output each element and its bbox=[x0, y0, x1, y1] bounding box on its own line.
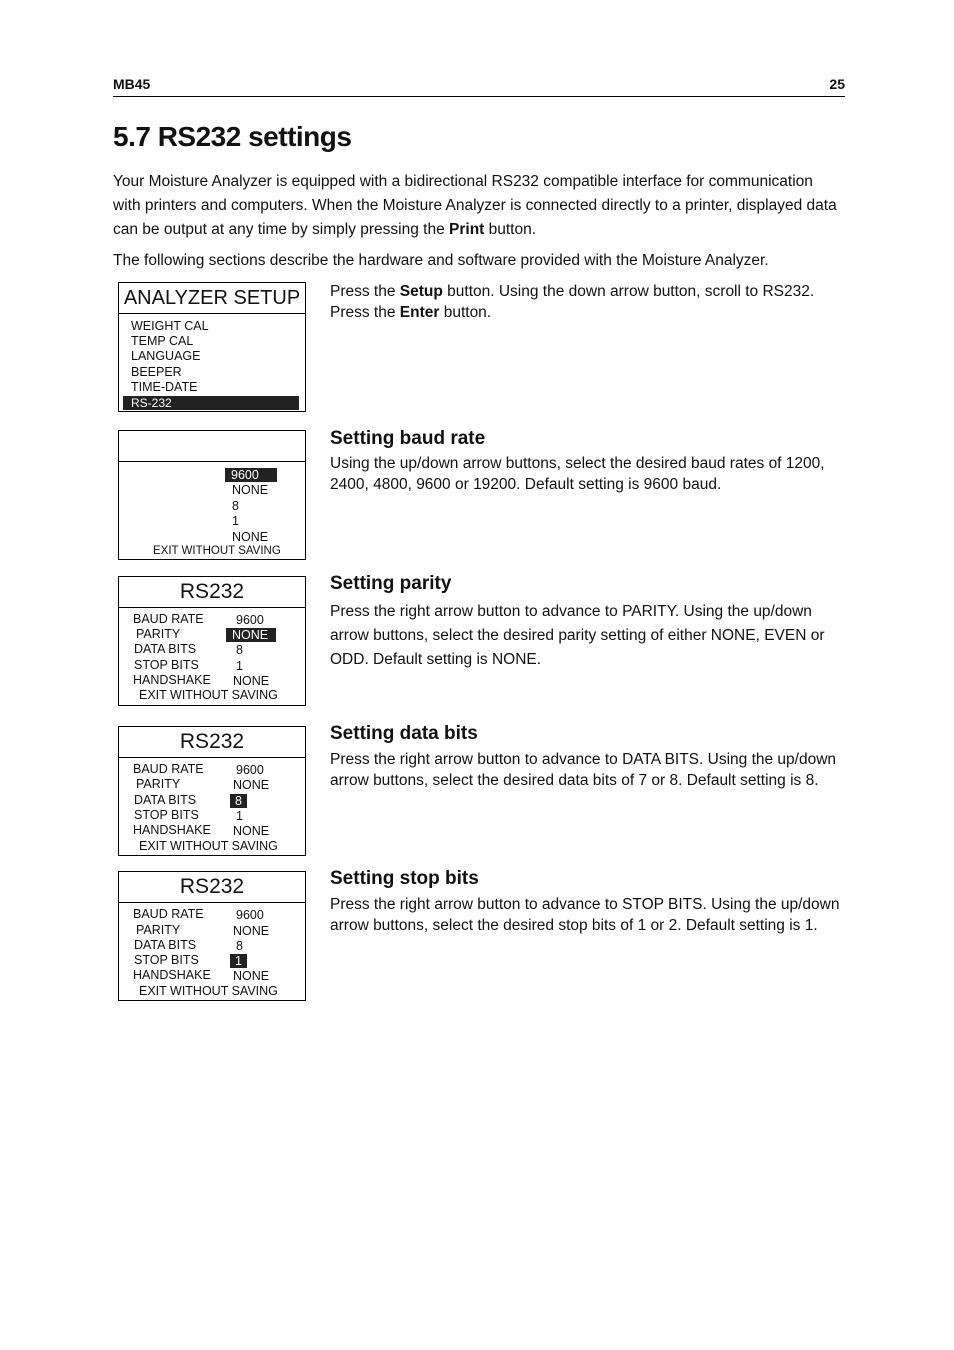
parity-value: NONE bbox=[233, 778, 270, 792]
stop-bits-heading: Setting stop bits bbox=[330, 868, 479, 889]
data-bits-label: DATA BITS bbox=[134, 642, 197, 656]
baud-heading: Setting baud rate bbox=[330, 428, 486, 449]
handshake-value: NONE bbox=[233, 824, 270, 838]
header-rule bbox=[113, 96, 845, 97]
enter-bold: Enter bbox=[399, 304, 440, 321]
parity-value-selected[interactable]: NONE bbox=[226, 628, 276, 642]
setup-instructions bbox=[330, 281, 845, 323]
parity-label: PARITY bbox=[136, 923, 181, 937]
screen-title: ANALYZER SETUP bbox=[119, 283, 305, 314]
parity-text: Press the right arrow button to advance to PARITY. Using the up/down arrow buttons, select the desired parity setting of either NONE, EVEN or ODD. Default setting is NONE. bbox=[330, 603, 825, 668]
screen-title-empty bbox=[119, 431, 305, 462]
handshake-value: NONE bbox=[233, 674, 270, 688]
screen-title: RS232 bbox=[119, 577, 305, 608]
menu-item[interactable]: TEMP CAL bbox=[131, 334, 194, 348]
screen-title: RS232 bbox=[119, 872, 305, 903]
section-title: 5.7 RS232 settings bbox=[113, 121, 352, 152]
stop-bits-screen bbox=[118, 871, 306, 1001]
data-bits-label: DATA BITS bbox=[134, 938, 197, 952]
intro-paragraph bbox=[113, 170, 843, 242]
menu-item[interactable]: TIME-DATE bbox=[131, 380, 198, 394]
stop-bits-value-selected[interactable]: 1 bbox=[230, 954, 247, 968]
data-bits-heading: Setting data bits bbox=[330, 723, 478, 744]
baud-rate-screen bbox=[118, 430, 306, 560]
data-bits-text: Press the right arrow button to advance to DATA BITS. Using the up/down arrow buttons, select the desired data bits of 7 or 8. Default setting is 8. bbox=[330, 751, 837, 789]
stop-bits-text: Press the right arrow button to advance to STOP BITS. Using the up/down arrow buttons, select the desired stop bits of 1 or 2. Default setting is 1. bbox=[330, 896, 840, 934]
handshake-value: NONE bbox=[233, 969, 270, 983]
menu-item[interactable]: WEIGHT CAL bbox=[131, 319, 209, 333]
parity-label: PARITY bbox=[136, 627, 181, 641]
menu-item-selected[interactable]: RS-232 bbox=[123, 396, 299, 410]
data-bits-value: 8 bbox=[236, 643, 243, 657]
handshake-label: HANDSHAKE bbox=[133, 823, 211, 837]
exit-without-saving[interactable]: EXIT WITHOUT SAVING bbox=[153, 545, 281, 557]
data-bits-value: 8 bbox=[232, 499, 239, 513]
analyzer-setup-screen bbox=[118, 282, 306, 412]
setup-bold: Setup bbox=[399, 283, 443, 300]
baud-value: 9600 bbox=[236, 908, 264, 922]
exit-without-saving[interactable]: EXIT WITHOUT SAVING bbox=[139, 839, 278, 853]
data-bits-label: DATA BITS bbox=[134, 793, 197, 807]
baud-value: 9600 bbox=[236, 763, 264, 777]
header-left: MB45 bbox=[113, 76, 151, 92]
data-bits-value: 8 bbox=[236, 939, 243, 953]
stop-bits-label: STOP BITS bbox=[134, 953, 199, 967]
intro-paragraph-2: The following sections describe the hardware and software provided with the Moisture Analyzer. bbox=[113, 252, 769, 269]
setup-text-c: button. Using the down arrow button, scroll to RS232. Press the bbox=[330, 283, 815, 321]
baud-label: BAUD RATE bbox=[133, 612, 204, 626]
stop-bits-value: 1 bbox=[236, 659, 243, 673]
parity-heading: Setting parity bbox=[330, 573, 452, 594]
baud-label: BAUD RATE bbox=[133, 907, 204, 921]
setup-text-d: button. bbox=[439, 304, 492, 321]
exit-without-saving[interactable]: EXIT WITHOUT SAVING bbox=[139, 688, 278, 702]
baud-label: BAUD RATE bbox=[133, 762, 204, 776]
intro-text-b: button. bbox=[484, 221, 537, 238]
stop-bits-value: 1 bbox=[236, 809, 243, 823]
stop-bits-value: 1 bbox=[232, 514, 239, 528]
stop-bits-label: STOP BITS bbox=[134, 808, 199, 822]
screen-title: RS232 bbox=[119, 727, 305, 758]
baud-value-selected[interactable]: 9600 bbox=[225, 468, 277, 482]
menu-item[interactable]: BEEPER bbox=[131, 365, 182, 379]
intro-print-bold: Print bbox=[449, 221, 485, 238]
intro-text-a: Your Moisture Analyzer is equipped with a bidirectional RS232 compatible interface for communication with printers and computers. When the Moisture Analyzer is connected directly to a printer, displayed data can be output at any time by simply pressing the bbox=[113, 173, 837, 238]
handshake-label: HANDSHAKE bbox=[133, 968, 211, 982]
handshake-value: NONE bbox=[232, 530, 269, 544]
baud-value: 9600 bbox=[236, 613, 264, 627]
exit-without-saving[interactable]: EXIT WITHOUT SAVING bbox=[139, 984, 278, 998]
data-bits-screen bbox=[118, 726, 306, 856]
data-bits-value-selected[interactable]: 8 bbox=[230, 794, 247, 808]
parity-value: NONE bbox=[233, 924, 270, 938]
page-number: 25 bbox=[829, 76, 845, 92]
parity-label: PARITY bbox=[136, 777, 181, 791]
setup-text-a: Press the bbox=[330, 283, 400, 300]
handshake-label: HANDSHAKE bbox=[133, 673, 211, 687]
parity-screen bbox=[118, 576, 306, 706]
baud-text: Using the up/down arrow buttons, select the desired baud rates of 1200, 2400, 4800, 9600 or 19200. Default setting is 9600 baud. bbox=[330, 455, 825, 493]
parity-value: NONE bbox=[232, 483, 269, 497]
stop-bits-label: STOP BITS bbox=[134, 658, 199, 672]
menu-item[interactable]: LANGUAGE bbox=[131, 349, 201, 363]
